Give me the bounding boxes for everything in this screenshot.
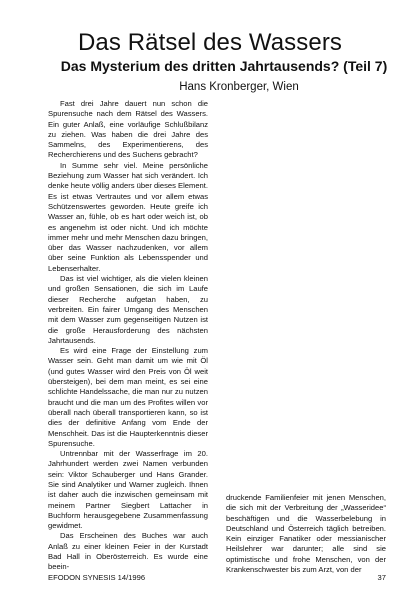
text-column-left bbox=[48, 99, 208, 573]
text-column-right bbox=[226, 493, 386, 575]
paragraph: Das ist viel wichtiger, als die vielen kleinen und großen Sensationen, die sich im Laufe dieser Recherche aufgetan haben, zu verbreiten. Ein fairer Umgang des Menschen mit dem Wasser zum gegenseitigen Nutzen ist die große Herausforderung des nächsten Jahrtausends. bbox=[48, 274, 208, 345]
footer-page-number: 37 bbox=[377, 573, 386, 582]
paragraph: Untrennbar mit der Wasserfrage im 20. Jahrhundert werden zwei Namen verbunden sein: Viktor Schauberger und Hans Grander. Sie sind Analytiker und Warner zugleich. Ihnen ist daher auch die inzwischen gemeinsam mit meinem Partner Siegbert Lattacher in Buchform herausgegebene Zusammenfassung gewidmet. bbox=[48, 449, 208, 531]
paragraph: druckende Familienfeier mit jenen Menschen, die sich mit der Verbreitung der „Wasseridee“ beschäftigen und die Wasserbelebung in Deutschland und Österreich täglich betreiben. Kein einziger Fanatiker oder messianischer Heilslehrer war darunter; alle sind sie optimistische und frohe Menschen, von der Krankenschwester bis zum Arzt, von der bbox=[226, 493, 386, 575]
paragraph: Fast drei Jahre dauert nun schon die Spurensuche nach dem Rätsel des Wassers. Ein guter Anlaß, eine vorläufige Schlußbilanz zu ziehen. Was haben die drei Jahre des Sammelns, des Experimentierens, des Recherchierens und des Suchens gebracht? bbox=[48, 99, 208, 160]
paragraph: In Summe sehr viel. Meine persönliche Beziehung zum Wasser hat sich verändert. Ich denke heute völlig anders über dieses Element. Es ist etwas Vertrautes und vor allem etwas Schützenswertes geworden. Heute greife ich Wasser an, fühle, ob es hart oder weich ist, ob es angenehm ist oder nicht. Und ich möchte immer mehr und mehr Menschen dazu bringen, über das Wasser nachzudenken, vor allem über seine Funktion als Lebensspender und Lebenserhalter. bbox=[48, 160, 208, 273]
paragraph: Es wird eine Frage der Einstellung zum Wasser sein. Geht man damit um wie mit Öl (und gutes Wasser wird den Preis von Öl weit übersteigen), bei dem man meint, es sei eine schlichte Handelssache, die man nur zu nutzen braucht und die man um des Profites willen vor überall nach überall transportieren kann, so ist dies der definitive Anfang vom Ende der Menschheit. Das ist die Haupterkenntnis dieser Spurensuche. bbox=[48, 346, 208, 448]
article-subtitle: Das Mysterium des dritten Jahrtausends? (Teil 7) bbox=[60, 58, 388, 74]
article-title: Das Rätsel des Wassers bbox=[77, 29, 343, 56]
footer-publication: EFODON SYNESIS 14/1996 bbox=[48, 573, 146, 582]
paragraph: Das Erscheinen des Buches war auch Anlaß zu einer kleinen Feier in der Kurstadt Bad Hall in Oberösterreich. Es wurde eine beein- bbox=[48, 531, 208, 572]
article-author: Hans Kronberger, Wien bbox=[179, 81, 299, 93]
